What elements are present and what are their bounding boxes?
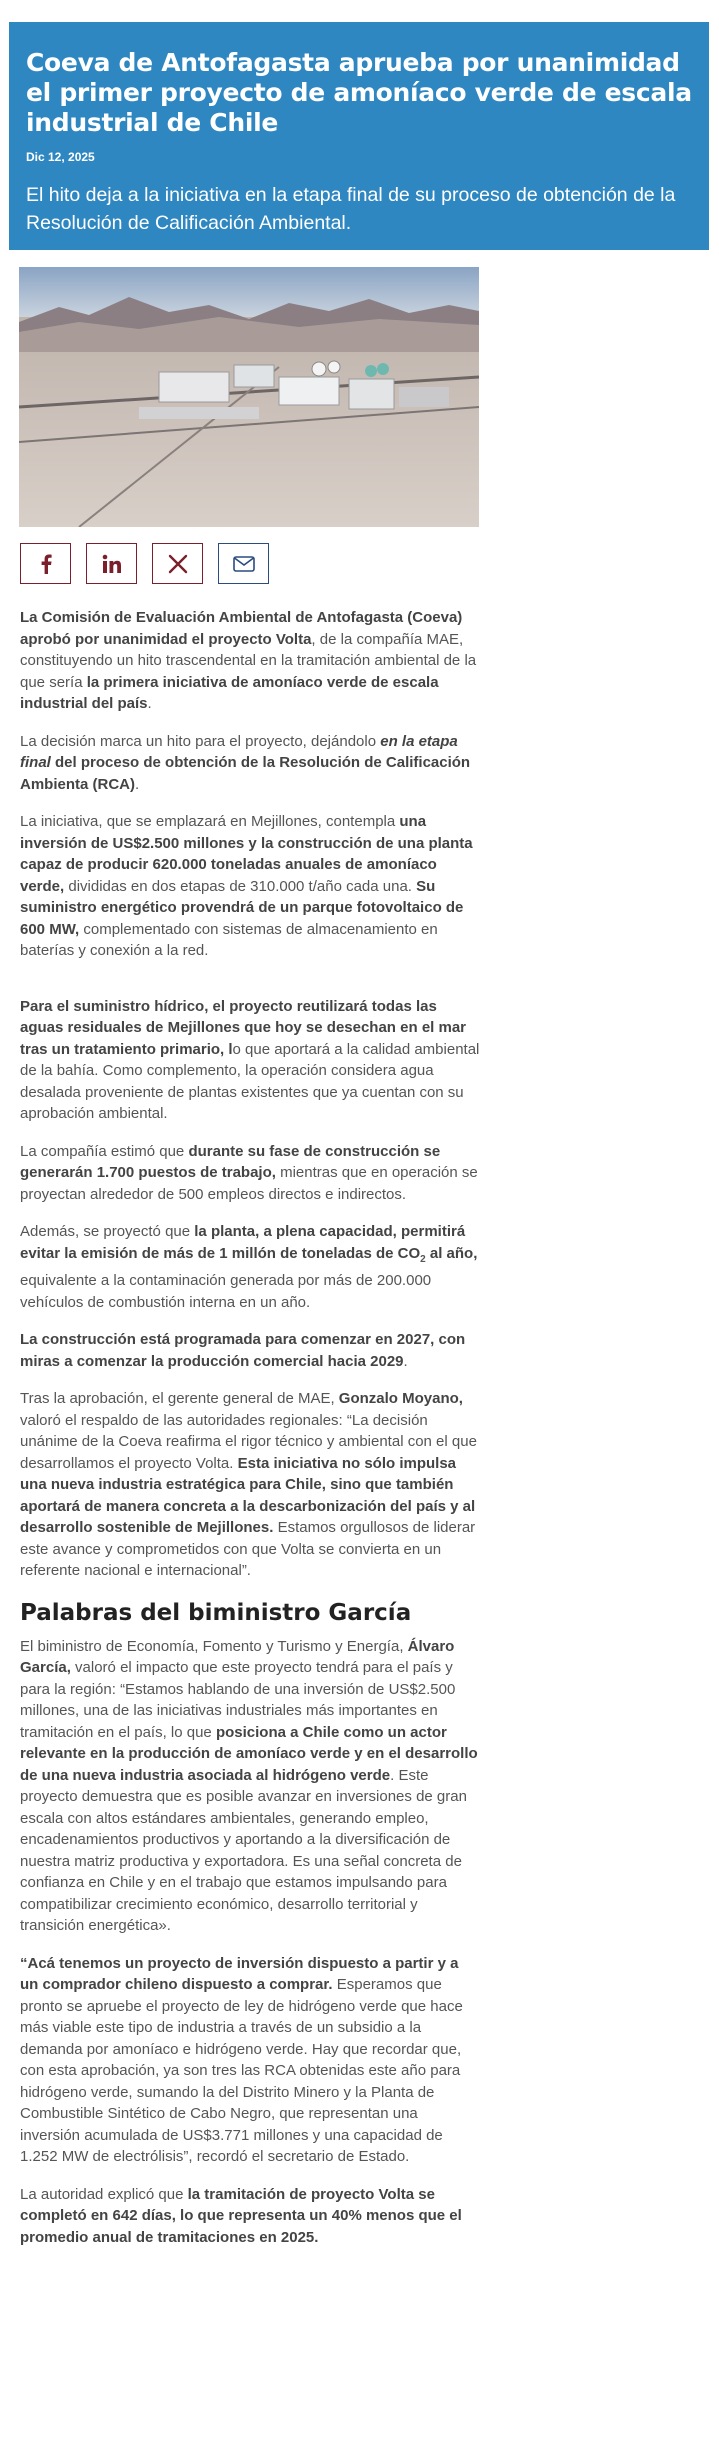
section-heading: Palabras del biministro García bbox=[20, 1599, 412, 1626]
article-header bbox=[9, 22, 709, 250]
paragraph-4: Para el suministro hídrico, el proyecto reutilizará todas las aguas residuales de Mejillones que hoy se desechan en el mar tras un tratamiento primario, lo que aportará a la calidad ambiental de la bahía. Como complemento, la operación considera agua desalada proveniente de plantas existentes que ya cuentan con su aprobación ambiental. bbox=[20, 997, 480, 1122]
article-body bbox=[20, 607, 480, 2264]
paragraph-7: La construcción está programada para comenzar en 2027, con miras a comenzar la producción comercial hacia 2029. bbox=[20, 1331, 466, 1370]
paragraph-3: La iniciativa, que se emplazará en Mejillones, contempla una inversión de US$2.500 millones y la construcción de una planta capaz de producir 620.000 toneladas anuales de amoníaco verde, divididas en dos etapas de 310.000 t/año cada una. Su suministro energético provendrá de un parque fotovoltaico de 600 MW, complementado con sistemas de almacenamiento en baterías y conexión a la red. bbox=[20, 813, 473, 959]
article-title: Coeva de Antofagasta aprueba por unanimidad el primer proyecto de amoníaco verde de escala industrial de Chile bbox=[26, 48, 692, 137]
share-bar bbox=[20, 543, 269, 584]
linkedin-icon bbox=[102, 554, 122, 574]
article-date: Dic 12, 2025 bbox=[26, 150, 95, 164]
paragraph-11: La autoridad explicó que la tramitación de proyecto Volta se completó en 642 días, lo que representa un 40% menos que el promedio anual de tramitaciones en 2025. bbox=[20, 2185, 462, 2246]
paragraph-8: Tras la aprobación, el gerente general de MAE, Gonzalo Moyano, valoró el respaldo de las autoridades regionales: “La decisión unánime de la Coeva reafirma el rigor técnico y ambiental con el que desarrollamos el proyecto Volta. Esta iniciativa no sólo impulsa una nueva industria estratégica para Chile, sino que también aportará de manera concreta a la descarbonización del país y al desarrollo sostenible de Mejillones. Estamos orgullosos de liderar este avance y comprometidos con que Volta se convierta en un referente nacional e internacional”. bbox=[20, 1390, 477, 1579]
paragraph-9: El biministro de Economía, Fomento y Turismo y Energía, Álvaro García, valoró el impacto que este proyecto tendrá para el país y para la región: “Estamos hablando de una inversión de US$2.500 millones, una de las iniciativas industriales más importantes en tramitación en el país, lo que posiciona a Chile como un actor relevante en la producción de amoníaco verde y en el desarrollo de una nueva industria asociada al hidrógeno verde. Este proyecto demuestra que es posible avanzar en inversiones de gran escala con altos estándares ambientales, generando empleo, encadenamientos productivos y aportando a la diversificación de nuestra matriz productiva y exportadora. Es una señal concreta de confianza en Chile y en el trabajo que estamos impulsando para compatibilizar crecimiento económico, desarrollo territorial y transición energética». bbox=[20, 1637, 478, 1934]
paragraph-2: La decisión marca un hito para el proyecto, dejándolo en la etapa final del proceso de obtención de la Resolución de Calificación Ambienta (RCA). bbox=[20, 732, 471, 793]
paragraph-10: “Acá tenemos un proyecto de inversión dispuesto a partir y a un comprador chileno dispuesto a comprar. Esperamos que pronto se apruebe el proyecto de ley de hidrógeno verde que hace más viable este tipo de industria a través de un subsidio a la demanda por amoníaco e hidrógeno verde. Hay que recordar que, con esta aprobación, ya son tres las RCA obtenidas este año para hidrógeno verde, sumando la del Distrito Minero y la Planta de Combustible Sintético de Cabo Negro, que representan una inversión acumulada de US$3.771 millones y una capacidad de 1.252 MW de electrólisis”, recordó el secretario de Estado. bbox=[20, 1954, 463, 2165]
share-linkedin-button[interactable] bbox=[86, 543, 137, 584]
share-facebook-button[interactable] bbox=[20, 543, 71, 584]
facebook-icon bbox=[38, 554, 54, 574]
article-photo bbox=[19, 267, 479, 527]
paragraph-6: Además, se proyectó que la planta, a plena capacidad, permitirá evitar la emisión de más de 1 millón de toneladas de $CO_2$ al año, equivalente a la contaminación generada por más de 200.000 vehículos de combustión interna en un año. bbox=[20, 1223, 478, 1311]
paragraph-1: La Comisión de Evaluación Ambiental de Antofagasta (Coeva) aprobó por unanimidad el proyecto Volta, de la compañía MAE, constituyendo un hito trascendental en la tramitación ambiental de la que sería la primera iniciativa de amoníaco verde de escala industrial del país. bbox=[20, 609, 477, 712]
paragraph-5: La compañía estimó que durante su fase de construcción se generarán 1.700 puestos de trabajo, mientras que en operación se proyectan alrededor de 500 empleos directos e indirectos. bbox=[20, 1142, 478, 1203]
share-email-button[interactable] bbox=[218, 543, 269, 584]
article-lead: El hito deja a la iniciativa en la etapa final de su proceso de obtención de la Resolución de Calificación Ambiental. bbox=[26, 184, 676, 234]
x-icon bbox=[168, 554, 188, 574]
envelope-icon bbox=[233, 556, 255, 572]
share-x-button[interactable] bbox=[152, 543, 203, 584]
